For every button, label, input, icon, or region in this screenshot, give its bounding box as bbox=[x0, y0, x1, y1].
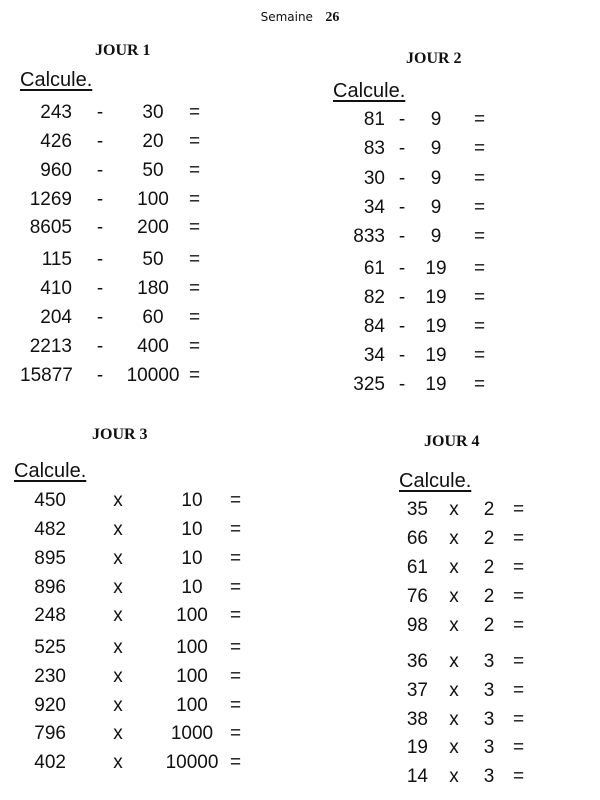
operand-a: 115 bbox=[41, 249, 72, 270]
operand-a: 410 bbox=[40, 278, 72, 299]
operator: - bbox=[398, 287, 406, 308]
equals-sign: = bbox=[230, 666, 242, 687]
exercise-row bbox=[0, 372, 600, 398]
equals-sign: = bbox=[189, 160, 201, 181]
operand-a: 204 bbox=[40, 307, 72, 328]
operator: x bbox=[449, 651, 459, 672]
operator: - bbox=[398, 316, 406, 337]
operand-b: 10000 bbox=[126, 365, 180, 386]
exercise-row bbox=[0, 678, 600, 704]
operand-b: 100 bbox=[176, 605, 208, 626]
operand-a: 37 bbox=[406, 680, 428, 701]
operator: - bbox=[398, 345, 406, 366]
day-3-title: JOUR 3 bbox=[92, 426, 148, 443]
equals-sign: = bbox=[230, 577, 242, 598]
equals-sign: = bbox=[513, 709, 525, 730]
operator: - bbox=[96, 189, 104, 210]
operand-a: 19 bbox=[406, 737, 428, 758]
operand-a: 896 bbox=[34, 577, 66, 598]
equals-sign: = bbox=[189, 336, 201, 357]
equals-sign: = bbox=[513, 615, 525, 636]
day-1-calc-label: Calcule. bbox=[20, 69, 93, 91]
operator: x bbox=[113, 752, 123, 773]
operator: - bbox=[398, 138, 406, 159]
operator: x bbox=[449, 586, 459, 607]
operand-b: 2 bbox=[483, 615, 495, 636]
operand-a: 14 bbox=[406, 766, 428, 787]
equals-sign: = bbox=[189, 217, 201, 238]
operator: x bbox=[113, 637, 123, 658]
operator: - bbox=[398, 109, 406, 130]
operand-a: 525 bbox=[34, 637, 66, 658]
operand-a: 61 bbox=[363, 258, 385, 279]
exercise-row bbox=[0, 584, 600, 610]
operand-b: 60 bbox=[142, 307, 164, 328]
exercise-row bbox=[0, 343, 600, 369]
operator: x bbox=[113, 695, 123, 716]
equals-sign: = bbox=[189, 278, 201, 299]
operand-b: 9 bbox=[430, 138, 442, 159]
operator: x bbox=[113, 490, 123, 511]
week-label: Semaine bbox=[260, 10, 313, 24]
operand-b: 100 bbox=[137, 189, 169, 210]
equals-sign: = bbox=[189, 189, 201, 210]
operand-a: 960 bbox=[40, 160, 72, 181]
operand-b: 10000 bbox=[165, 752, 219, 773]
operand-b: 2 bbox=[483, 586, 495, 607]
operand-a: 2213 bbox=[29, 336, 72, 357]
operand-a: 15877 bbox=[20, 365, 73, 386]
operator: - bbox=[96, 217, 104, 238]
operand-b: 3 bbox=[483, 651, 495, 672]
operand-b: 1000 bbox=[170, 723, 214, 744]
operand-b: 2 bbox=[483, 557, 495, 578]
operand-a: 325 bbox=[353, 374, 385, 395]
operand-a: 84 bbox=[363, 316, 385, 337]
operand-a: 402 bbox=[34, 752, 66, 773]
operand-b: 180 bbox=[137, 278, 169, 299]
operator: x bbox=[113, 577, 123, 598]
operator: - bbox=[398, 226, 406, 247]
operator: x bbox=[449, 615, 459, 636]
operand-b: 50 bbox=[142, 160, 164, 181]
operand-a: 81 bbox=[363, 109, 385, 130]
operator: - bbox=[96, 278, 104, 299]
operand-a: 426 bbox=[40, 131, 72, 152]
operand-a: 833 bbox=[353, 226, 385, 247]
operand-b: 10 bbox=[181, 577, 203, 598]
exercise-row bbox=[0, 256, 600, 282]
operand-a: 450 bbox=[34, 490, 66, 511]
operand-a: 35 bbox=[406, 499, 428, 520]
equals-sign: = bbox=[513, 737, 525, 758]
operator: x bbox=[449, 737, 459, 758]
equals-sign: = bbox=[189, 131, 201, 152]
operator: x bbox=[113, 666, 123, 687]
operator: x bbox=[449, 709, 459, 730]
operand-b: 9 bbox=[430, 197, 442, 218]
equals-sign: = bbox=[474, 287, 486, 308]
operator: - bbox=[96, 249, 104, 270]
day-4-title: JOUR 4 bbox=[424, 433, 480, 450]
operator: - bbox=[96, 102, 104, 123]
exercise-row bbox=[0, 136, 600, 162]
operand-b: 50 bbox=[142, 249, 164, 270]
operand-b: 100 bbox=[176, 666, 208, 687]
day-2-title: JOUR 2 bbox=[406, 50, 462, 67]
exercise-row bbox=[0, 166, 600, 192]
equals-sign: = bbox=[513, 557, 525, 578]
operand-a: 230 bbox=[34, 666, 66, 687]
operand-b: 20 bbox=[142, 131, 164, 152]
operand-a: 61 bbox=[406, 557, 428, 578]
equals-sign: = bbox=[189, 365, 201, 386]
operator: x bbox=[449, 499, 459, 520]
operand-b: 9 bbox=[430, 226, 442, 247]
operand-b: 10 bbox=[181, 548, 203, 569]
operand-b: 9 bbox=[430, 168, 442, 189]
operand-b: 19 bbox=[425, 345, 447, 366]
equals-sign: = bbox=[474, 109, 486, 130]
exercise-row bbox=[0, 555, 600, 581]
operand-a: 796 bbox=[34, 723, 66, 744]
operator: x bbox=[113, 605, 123, 626]
operator: - bbox=[398, 197, 406, 218]
operand-a: 8605 bbox=[29, 217, 72, 238]
day-4-calc-label: Calcule. bbox=[399, 470, 472, 492]
equals-sign: = bbox=[474, 258, 486, 279]
equals-sign: = bbox=[474, 168, 486, 189]
operator: - bbox=[398, 168, 406, 189]
equals-sign: = bbox=[189, 307, 201, 328]
operator: - bbox=[96, 307, 104, 328]
operand-b: 19 bbox=[425, 316, 447, 337]
operand-a: 30 bbox=[363, 168, 385, 189]
operand-a: 38 bbox=[406, 709, 428, 730]
exercise-row bbox=[0, 224, 600, 250]
operator: - bbox=[96, 336, 104, 357]
operator: x bbox=[449, 680, 459, 701]
operand-b: 200 bbox=[137, 217, 169, 238]
equals-sign: = bbox=[474, 374, 486, 395]
operator: x bbox=[449, 766, 459, 787]
day-2-calc-label: Calcule. bbox=[333, 80, 406, 102]
operand-b: 9 bbox=[430, 109, 442, 130]
exercise-row bbox=[0, 285, 600, 311]
operand-a: 1269 bbox=[29, 189, 72, 210]
equals-sign: = bbox=[230, 723, 242, 744]
equals-sign: = bbox=[230, 548, 242, 569]
equals-sign: = bbox=[230, 490, 242, 511]
operand-b: 30 bbox=[142, 102, 164, 123]
equals-sign: = bbox=[513, 680, 525, 701]
operand-b: 10 bbox=[181, 490, 203, 511]
operand-b: 400 bbox=[137, 336, 169, 357]
operand-b: 100 bbox=[176, 637, 208, 658]
equals-sign: = bbox=[189, 102, 201, 123]
exercise-row bbox=[0, 649, 600, 675]
operand-a: 34 bbox=[363, 197, 385, 218]
operator: x bbox=[113, 519, 123, 540]
operand-b: 3 bbox=[483, 766, 495, 787]
equals-sign: = bbox=[474, 138, 486, 159]
operand-a: 76 bbox=[406, 586, 428, 607]
exercise-row bbox=[0, 735, 600, 761]
operand-a: 66 bbox=[406, 528, 428, 549]
day-1-title: JOUR 1 bbox=[95, 42, 151, 59]
operand-b: 3 bbox=[483, 737, 495, 758]
operator: x bbox=[113, 723, 123, 744]
operator: x bbox=[113, 548, 123, 569]
operand-a: 248 bbox=[34, 605, 66, 626]
operator: - bbox=[398, 374, 406, 395]
operator: x bbox=[449, 528, 459, 549]
exercise-row bbox=[0, 314, 600, 340]
exercise-row bbox=[0, 707, 600, 733]
operand-a: 920 bbox=[34, 695, 66, 716]
week-number: 26 bbox=[325, 10, 340, 25]
equals-sign: = bbox=[513, 499, 525, 520]
exercise-row bbox=[0, 107, 600, 133]
operand-b: 100 bbox=[176, 695, 208, 716]
day-3-calc-label: Calcule. bbox=[14, 460, 87, 482]
operand-b: 2 bbox=[483, 528, 495, 549]
equals-sign: = bbox=[189, 249, 201, 270]
exercise-row bbox=[0, 195, 600, 221]
exercise-row bbox=[0, 497, 600, 523]
operator: - bbox=[96, 131, 104, 152]
operand-b: 10 bbox=[181, 519, 203, 540]
operand-b: 3 bbox=[483, 709, 495, 730]
operand-a: 98 bbox=[406, 615, 428, 636]
operand-b: 19 bbox=[425, 374, 447, 395]
week-header bbox=[0, 8, 600, 26]
operand-a: 34 bbox=[363, 345, 385, 366]
operand-b: 3 bbox=[483, 680, 495, 701]
equals-sign: = bbox=[513, 528, 525, 549]
operand-b: 19 bbox=[425, 287, 447, 308]
operand-a: 36 bbox=[406, 651, 428, 672]
exercise-row bbox=[0, 526, 600, 552]
equals-sign: = bbox=[230, 695, 242, 716]
equals-sign: = bbox=[474, 316, 486, 337]
operand-a: 83 bbox=[363, 138, 385, 159]
equals-sign: = bbox=[230, 637, 242, 658]
operator: - bbox=[96, 160, 104, 181]
operand-a: 82 bbox=[363, 287, 385, 308]
equals-sign: = bbox=[230, 519, 242, 540]
operand-a: 482 bbox=[34, 519, 66, 540]
operator: - bbox=[398, 258, 406, 279]
operator: x bbox=[449, 557, 459, 578]
equals-sign: = bbox=[230, 752, 242, 773]
operand-a: 895 bbox=[34, 548, 66, 569]
operand-a: 243 bbox=[40, 102, 72, 123]
equals-sign: = bbox=[474, 197, 486, 218]
operand-b: 19 bbox=[425, 258, 447, 279]
equals-sign: = bbox=[474, 345, 486, 366]
operand-b: 2 bbox=[483, 499, 495, 520]
equals-sign: = bbox=[474, 226, 486, 247]
exercise-row bbox=[0, 613, 600, 639]
equals-sign: = bbox=[513, 651, 525, 672]
equals-sign: = bbox=[513, 766, 525, 787]
equals-sign: = bbox=[230, 605, 242, 626]
operator: - bbox=[96, 365, 104, 386]
equals-sign: = bbox=[513, 586, 525, 607]
exercise-row bbox=[0, 764, 600, 790]
